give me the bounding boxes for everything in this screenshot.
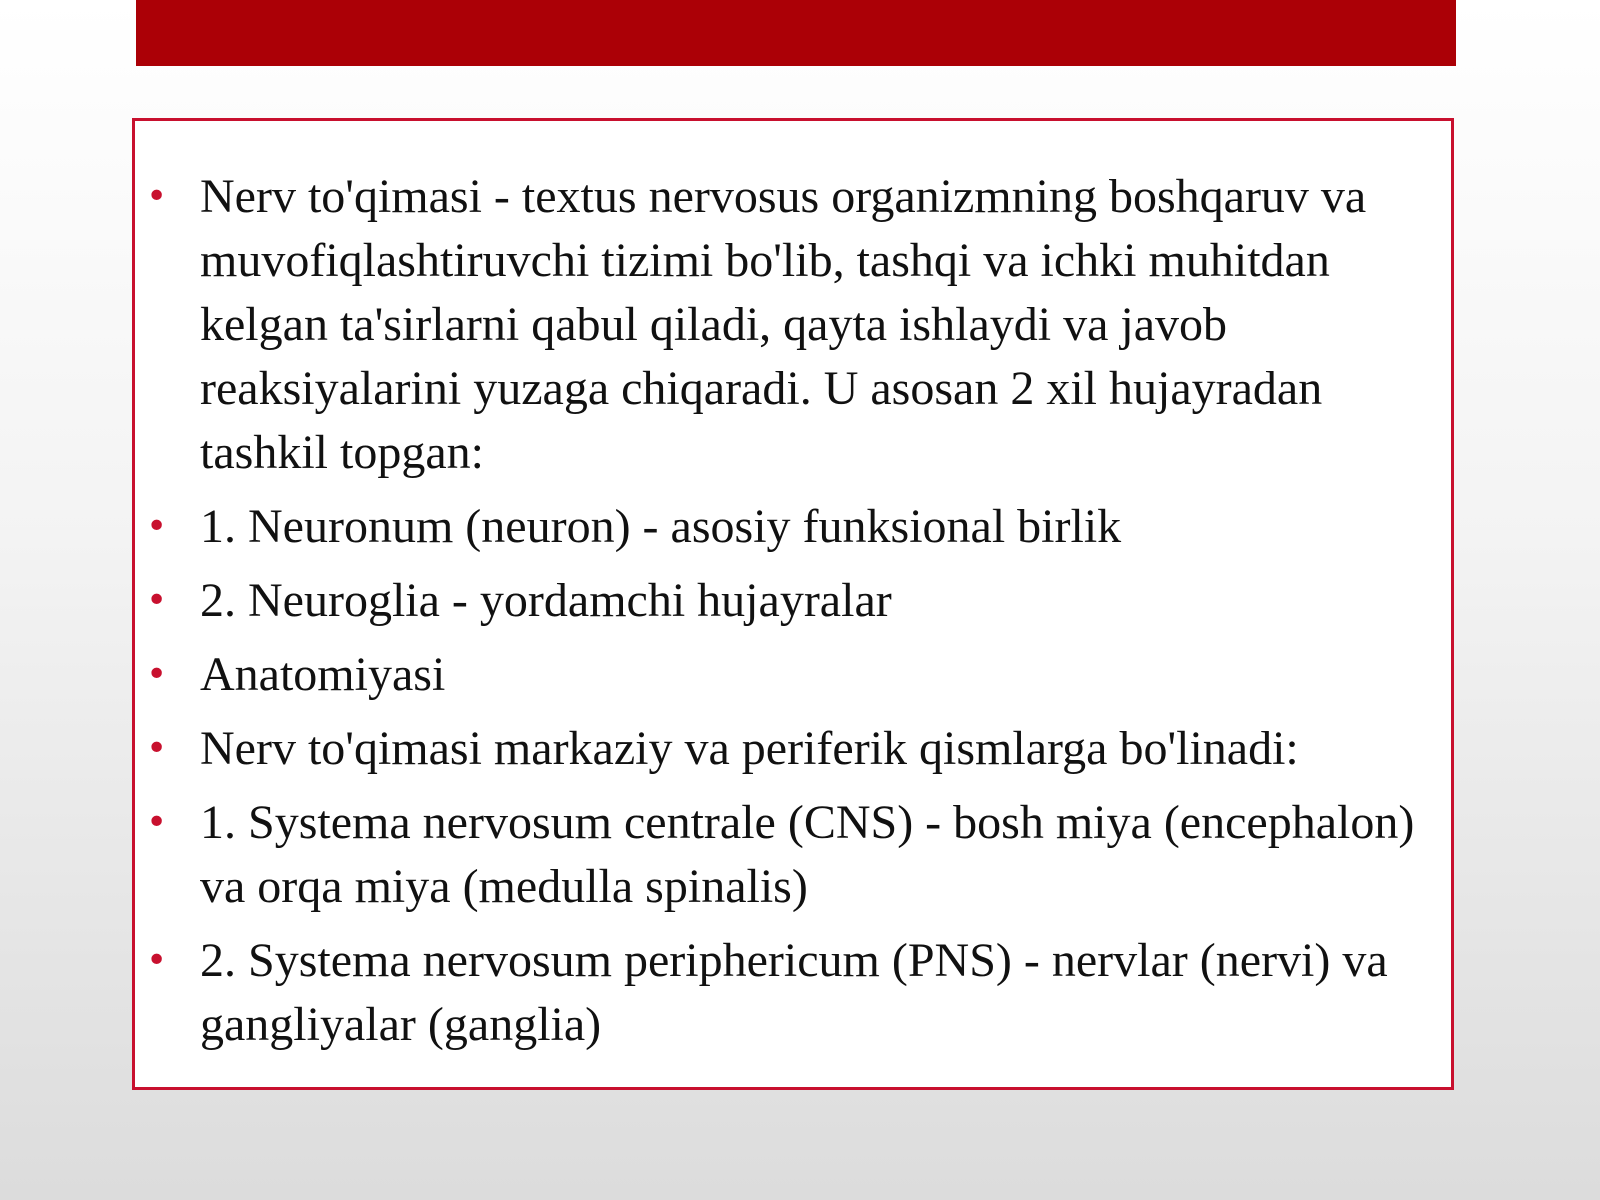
bullet-text: 1. Neuronum (neuron) - asosiy funksional birlik [200, 500, 1122, 553]
list-item [146, 165, 1421, 485]
list-item [146, 717, 1421, 781]
bullet-text: Nerv to'qimasi - textus nervosus organizmning boshqaruv va muvofiqlashtiruvchi tizimi bo'lib, tashqi va ichki muhitdan kelgan ta'sirlarni qabul qiladi, qayta ishlaydi va javob reaksiyalarini yuzaga chiqaradi. U asosan 2 xil hujayradan tashkil topgan: [200, 170, 1367, 479]
bullet-text: 2. Neuroglia - yordamchi hujayralar [200, 574, 892, 627]
bullet-dot-icon: • [146, 176, 168, 217]
list-item [146, 495, 1421, 559]
bullet-dot-icon: • [146, 580, 168, 621]
bullet-dot-icon: • [146, 802, 168, 843]
bullet-text: Nerv to'qimasi markaziy va periferik qismlarga bo'linadi: [200, 722, 1299, 775]
bullet-text: 1. Systema nervosum centrale (CNS) - bosh miya (encephalon) va orqa miya (medulla spinalis) [200, 796, 1415, 913]
header-bar [136, 0, 1456, 66]
list-item [146, 569, 1421, 633]
bullet-dot-icon: • [146, 654, 168, 695]
list-item [146, 643, 1421, 707]
list-item [146, 929, 1421, 1057]
bullet-list [135, 121, 1451, 1057]
bullet-dot-icon: • [146, 940, 168, 981]
content-box [132, 118, 1454, 1090]
bullet-text: 2. Systema nervosum periphericum (PNS) - nervlar (nervi) va gangliyalar (ganglia) [200, 934, 1388, 1051]
bullet-dot-icon: • [146, 506, 168, 547]
bullet-text: Anatomiyasi [200, 648, 446, 701]
list-item [146, 791, 1421, 919]
bullet-dot-icon: • [146, 728, 168, 769]
